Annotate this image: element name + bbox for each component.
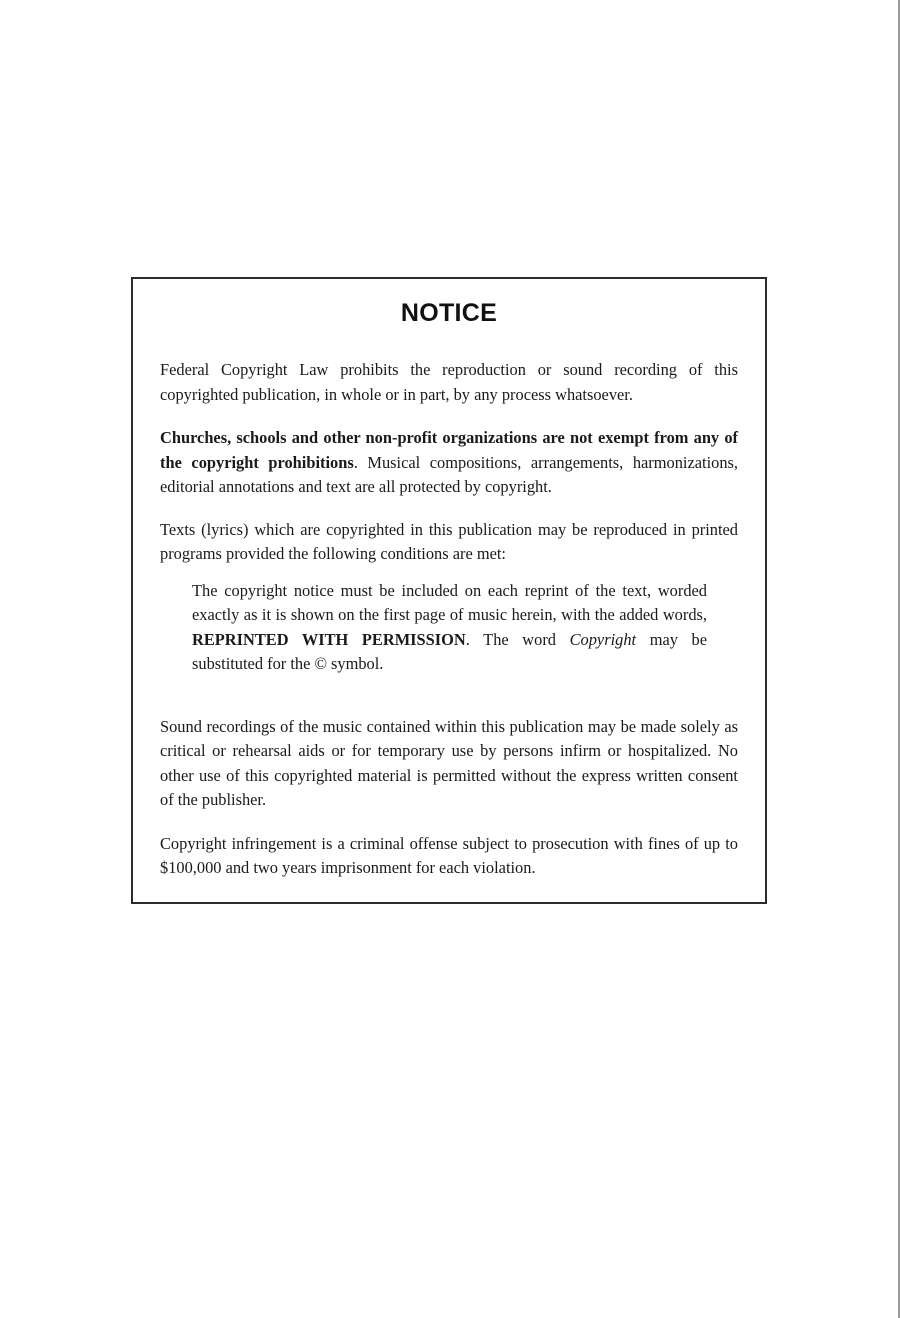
paragraph-lyrics-reprint: Texts (lyrics) which are copyrighted in this publication may be reproduced in printed programs provided the following conditions are met:	[160, 519, 738, 563]
copyright-word-italic: Copyright	[569, 629, 637, 649]
conditions-text-a: The copyright notice must be included on each reprint of the text, worded exactly as it is shown on the first page of music herein, with the added words,	[192, 580, 707, 624]
conditions-text-b: . The word	[465, 629, 570, 649]
no-exemption-text: . Musical compositions, arrangements, harmonizations, editorial annotations and text are all protected by copyright.	[160, 452, 738, 496]
paragraph-sound-recordings: Sound recordings of the music contained within this publication may be made solely as critical or rehearsal aids or for temporary use by persons infirm or hospitalized. No other use of this copyrighted material is permitted without the express written consent of the publisher.	[160, 716, 738, 809]
paragraph-federal-law: Federal Copyright Law prohibits the reproduction or sound recording of this copyrighted publication, in whole or in part, by any process whatsoever.	[160, 360, 738, 404]
no-exemption-bold-text: Churches, schools and other non-profit organizations are not exempt from any of the copyright prohibitions	[160, 428, 738, 472]
reprinted-with-permission-text: REPRINTED WITH PERMISSION	[192, 629, 466, 649]
notice-title: NOTICE	[400, 299, 498, 327]
conditions-text-c: may be substituted for the © symbol.	[192, 629, 708, 673]
paragraph-infringement: Copyright infringement is a criminal offense subject to prosecution with fines of up to $100,000 and two years imprisonment for each violation.	[160, 833, 738, 877]
paragraph-reprint-conditions	[192, 579, 707, 677]
paragraph-no-exemption	[160, 426, 738, 500]
notice-box	[131, 277, 767, 904]
